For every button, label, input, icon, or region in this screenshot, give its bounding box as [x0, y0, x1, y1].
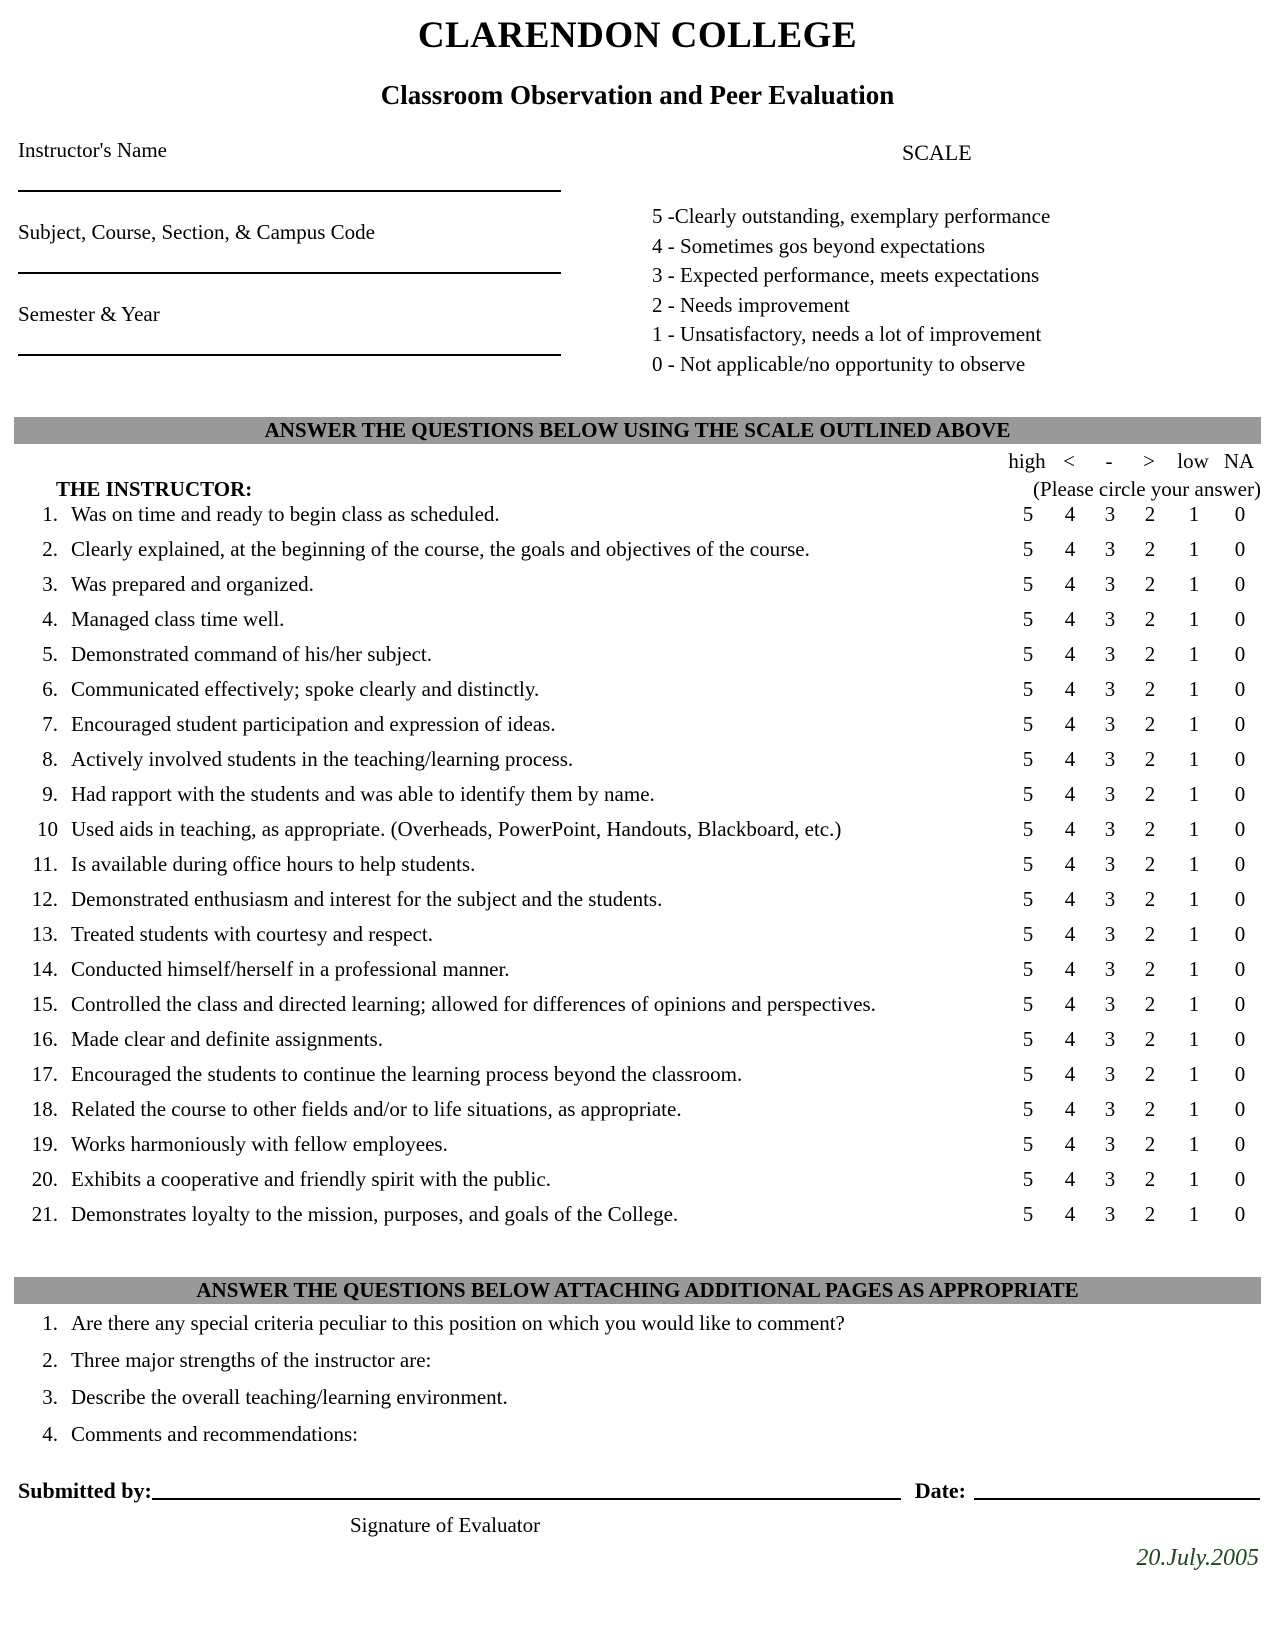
question-row	[14, 572, 1262, 607]
rating-option-3[interactable]: 3	[1104, 1202, 1116, 1226]
question-number: 17.	[31, 1062, 58, 1086]
question-number: 12.	[31, 887, 58, 911]
rating-option-1[interactable]: 1	[1188, 957, 1200, 981]
rating-option-1[interactable]: 1	[1188, 1062, 1200, 1086]
rating-header-high: high	[1008, 449, 1046, 473]
rating-option-5[interactable]: 5	[1022, 712, 1034, 736]
question-text: Used aids in teaching, as appropriate. (Overheads, PowerPoint, Handouts, Blackboard, etc.)	[71, 817, 842, 841]
rating-options	[1006, 1062, 1262, 1087]
question-row	[14, 957, 1262, 992]
rating-header-low: low	[1177, 449, 1209, 473]
rating-option-1[interactable]: 1	[1188, 992, 1200, 1016]
rating-option-2[interactable]: 2	[1144, 957, 1156, 981]
question-number: 10	[37, 817, 58, 841]
rating-option-4[interactable]: 4	[1064, 992, 1076, 1016]
rating-option-0[interactable]: 0	[1234, 992, 1246, 1016]
question-text: Encouraged the students to continue the learning process beyond the classroom.	[71, 1062, 743, 1086]
rating-option-1[interactable]: 1	[1188, 642, 1200, 666]
question-number: 9.	[42, 782, 58, 806]
rating-option-4[interactable]: 4	[1064, 887, 1076, 911]
rating-option-2[interactable]: 2	[1144, 1202, 1156, 1226]
rating-option-3[interactable]: 3	[1104, 1062, 1116, 1086]
rating-option-0[interactable]: 0	[1234, 922, 1246, 946]
rating-option-3[interactable]: 3	[1104, 852, 1116, 876]
rating-options	[1006, 1027, 1262, 1052]
rating-option-3[interactable]: 3	[1104, 747, 1116, 771]
question-row	[14, 677, 1262, 712]
question-row	[14, 817, 1262, 852]
rating-option-5[interactable]: 5	[1022, 1027, 1034, 1051]
question-row	[14, 1202, 1262, 1237]
scale-legend	[652, 140, 1082, 379]
question-text: Made clear and definite assignments.	[71, 1027, 383, 1051]
question-text: Had rapport with the students and was able to identify them by name.	[71, 782, 655, 806]
question-text: Demonstrated enthusiasm and interest for the subject and the students.	[71, 887, 663, 911]
question-row	[14, 1132, 1262, 1167]
rating-option-0[interactable]: 0	[1234, 817, 1246, 841]
info-fields-block	[18, 138, 561, 384]
rating-option-1[interactable]: 1	[1188, 537, 1200, 561]
rating-option-0[interactable]: 0	[1234, 712, 1246, 736]
scale-item: 1 - Unsatisfactory, needs a lot of improvement	[652, 322, 1042, 346]
rating-options	[1006, 957, 1262, 982]
rating-option-1[interactable]: 1	[1188, 852, 1200, 876]
open-question-number: 4.	[42, 1422, 58, 1446]
scale-title: SCALE	[902, 140, 972, 165]
revision-date: 20.July.2005	[1136, 1545, 1259, 1571]
scale-items	[652, 202, 1082, 379]
rating-option-5[interactable]: 5	[1022, 852, 1034, 876]
question-text: Demonstrated command of his/her subject.	[71, 642, 432, 666]
rating-option-1[interactable]: 1	[1188, 1027, 1200, 1051]
question-text: Was on time and ready to begin class as scheduled.	[71, 502, 500, 526]
rating-option-0[interactable]: 0	[1234, 1062, 1246, 1086]
rating-option-4[interactable]: 4	[1064, 782, 1076, 806]
rating-option-5[interactable]: 5	[1022, 502, 1034, 526]
open-question-text: Comments and recommendations:	[71, 1422, 358, 1446]
question-number: 1.	[42, 502, 58, 526]
question-number: 15.	[31, 992, 58, 1016]
rating-option-2[interactable]: 2	[1144, 1062, 1156, 1086]
rating-option-5[interactable]: 5	[1022, 747, 1034, 771]
rating-option-4[interactable]: 4	[1064, 1062, 1076, 1086]
rating-option-0[interactable]: 0	[1234, 747, 1246, 771]
rating-option-0[interactable]: 0	[1234, 537, 1246, 561]
rating-option-4[interactable]: 4	[1064, 607, 1076, 631]
rating-option-1[interactable]: 1	[1188, 887, 1200, 911]
rating-options	[1006, 922, 1262, 947]
question-row	[14, 537, 1262, 572]
scale-item: 3 - Expected performance, meets expectations	[652, 263, 1040, 287]
rating-options	[1006, 642, 1262, 667]
rating-option-4[interactable]: 4	[1064, 817, 1076, 841]
rating-header-left-arrow: <	[1063, 449, 1075, 473]
rating-option-5[interactable]: 5	[1022, 537, 1034, 561]
rating-option-3[interactable]: 3	[1104, 607, 1116, 631]
rating-option-0[interactable]: 0	[1234, 677, 1246, 701]
rating-option-3[interactable]: 3	[1104, 642, 1116, 666]
info-field-label: Semester & Year	[18, 302, 160, 326]
question-number: 13.	[31, 922, 58, 946]
instructor-group-label: THE INSTRUCTOR:	[56, 477, 253, 501]
section2-banner: ANSWER THE QUESTIONS BELOW ATTACHING ADDITIONAL PAGES AS APPROPRIATE	[14, 1277, 1261, 1304]
rating-option-5[interactable]: 5	[1022, 922, 1034, 946]
rating-options	[1006, 677, 1262, 702]
question-row	[14, 1027, 1262, 1062]
rating-options	[1006, 537, 1262, 562]
question-number: 11.	[32, 852, 58, 876]
question-text: Related the course to other fields and/or to life situations, as appropriate.	[71, 1097, 682, 1121]
rating-option-5[interactable]: 5	[1022, 642, 1034, 666]
rating-option-2[interactable]: 2	[1144, 642, 1156, 666]
rating-option-0[interactable]: 0	[1234, 1202, 1246, 1226]
rating-option-3[interactable]: 3	[1104, 1027, 1116, 1051]
rating-option-3[interactable]: 3	[1104, 572, 1116, 596]
fill-in-blank-line[interactable]	[18, 190, 561, 192]
rating-options	[1006, 1132, 1262, 1157]
rating-option-0[interactable]: 0	[1234, 1132, 1246, 1156]
question-row	[14, 1097, 1262, 1132]
question-number: 3.	[42, 572, 58, 596]
rating-option-1[interactable]: 1	[1188, 677, 1200, 701]
rating-option-2[interactable]: 2	[1144, 712, 1156, 736]
rating-options	[1006, 817, 1262, 842]
rating-options	[1006, 887, 1262, 912]
rating-option-5[interactable]: 5	[1022, 1167, 1034, 1191]
question-text: Clearly explained, at the beginning of the course, the goals and objectives of the course.	[71, 537, 810, 561]
question-row	[14, 782, 1262, 817]
question-text: Demonstrates loyalty to the mission, purposes, and goals of the College.	[71, 1202, 679, 1226]
rating-option-2[interactable]: 2	[1144, 852, 1156, 876]
question-row	[14, 502, 1262, 537]
open-question-row	[14, 1422, 1262, 1459]
question-row	[14, 607, 1262, 642]
rating-option-4[interactable]: 4	[1064, 1027, 1076, 1051]
rating-option-3[interactable]: 3	[1104, 1132, 1116, 1156]
rating-option-1[interactable]: 1	[1188, 922, 1200, 946]
rating-option-0[interactable]: 0	[1234, 1167, 1246, 1191]
rating-option-3[interactable]: 3	[1104, 1097, 1116, 1121]
rating-option-4[interactable]: 4	[1064, 747, 1076, 771]
open-question-number: 3.	[42, 1385, 58, 1409]
rating-options	[1006, 712, 1262, 737]
question-number: 7.	[42, 712, 58, 736]
rating-option-2[interactable]: 2	[1144, 992, 1156, 1016]
rating-option-2[interactable]: 2	[1144, 502, 1156, 526]
open-question-text: Are there any special criteria peculiar to this position on which you would like to comment?	[71, 1311, 845, 1335]
question-text: Controlled the class and directed learning; allowed for differences of opinions and perspectives.	[71, 992, 876, 1016]
rating-option-1[interactable]: 1	[1188, 1097, 1200, 1121]
rating-option-5[interactable]: 5	[1022, 607, 1034, 631]
rating-option-0[interactable]: 0	[1234, 572, 1246, 596]
question-number: 18.	[31, 1097, 58, 1121]
rating-option-2[interactable]: 2	[1144, 1097, 1156, 1121]
rating-option-0[interactable]: 0	[1234, 852, 1246, 876]
open-question-number: 1.	[42, 1311, 58, 1335]
rating-option-3[interactable]: 3	[1104, 992, 1116, 1016]
rating-option-4[interactable]: 4	[1064, 677, 1076, 701]
rating-option-3[interactable]: 3	[1104, 502, 1116, 526]
rating-option-2[interactable]: 2	[1144, 747, 1156, 771]
question-number: 20.	[31, 1167, 58, 1191]
question-row	[14, 747, 1262, 782]
question-number: 14.	[31, 957, 58, 981]
question-number: 6.	[42, 677, 58, 701]
rating-option-2[interactable]: 2	[1144, 677, 1156, 701]
rating-option-5[interactable]: 5	[1022, 572, 1034, 596]
question-text: Treated students with courtesy and respect.	[71, 922, 433, 946]
fill-in-blank-line[interactable]	[18, 354, 561, 356]
rating-option-3[interactable]: 3	[1104, 957, 1116, 981]
rating-option-3[interactable]: 3	[1104, 1167, 1116, 1191]
open-question-text: Three major strengths of the instructor are:	[71, 1348, 432, 1372]
rating-options	[1006, 852, 1262, 877]
rating-options	[1006, 1202, 1262, 1227]
question-row	[14, 642, 1262, 677]
rating-option-5[interactable]: 5	[1022, 1202, 1034, 1226]
open-question-row	[14, 1311, 1262, 1348]
question-number: 8.	[42, 747, 58, 771]
rating-option-3[interactable]: 3	[1104, 887, 1116, 911]
rating-option-1[interactable]: 1	[1188, 1202, 1200, 1226]
rating-option-4[interactable]: 4	[1064, 957, 1076, 981]
rating-option-2[interactable]: 2	[1144, 922, 1156, 946]
question-text: Works harmoniously with fellow employees.	[71, 1132, 448, 1156]
question-text: Encouraged student participation and expression of ideas.	[71, 712, 556, 736]
rating-option-4[interactable]: 4	[1064, 642, 1076, 666]
rating-options	[1006, 782, 1262, 807]
rating-option-5[interactable]: 5	[1022, 782, 1034, 806]
rating-option-3[interactable]: 3	[1104, 817, 1116, 841]
rating-option-0[interactable]: 0	[1234, 1097, 1246, 1121]
rating-options	[1006, 747, 1262, 772]
rating-option-4[interactable]: 4	[1064, 537, 1076, 561]
question-text: Managed class time well.	[71, 607, 285, 631]
scale-item: 5 -Clearly outstanding, exemplary performance	[652, 204, 1051, 228]
rating-option-1[interactable]: 1	[1188, 712, 1200, 736]
question-number: 16.	[31, 1027, 58, 1051]
question-row	[14, 1167, 1262, 1202]
question-row	[14, 992, 1262, 1027]
signature-row	[18, 1477, 1260, 1504]
rating-header-na: NA	[1223, 449, 1255, 473]
info-field	[18, 220, 561, 274]
rating-option-1[interactable]: 1	[1188, 607, 1200, 631]
section1-banner: ANSWER THE QUESTIONS BELOW USING THE SCALE OUTLINED ABOVE	[14, 417, 1261, 444]
question-text: Was prepared and organized.	[71, 572, 314, 596]
circle-answer-note: (Please circle your answer)	[1033, 477, 1261, 501]
rating-option-2[interactable]: 2	[1144, 572, 1156, 596]
rating-options	[1006, 1167, 1262, 1192]
rating-option-5[interactable]: 5	[1022, 957, 1034, 981]
rating-option-5[interactable]: 5	[1022, 992, 1034, 1016]
rating-option-5[interactable]: 5	[1022, 887, 1034, 911]
scale-item: 0 - Not applicable/no opportunity to observe	[652, 351, 1026, 376]
rating-option-2[interactable]: 2	[1144, 1027, 1156, 1051]
rating-options	[1006, 992, 1262, 1017]
rating-option-3[interactable]: 3	[1104, 922, 1116, 946]
rating-option-5[interactable]: 5	[1022, 1097, 1034, 1121]
rating-option-4[interactable]: 4	[1064, 572, 1076, 596]
rating-option-3[interactable]: 3	[1104, 782, 1116, 806]
rating-option-3[interactable]: 3	[1104, 712, 1116, 736]
info-field	[18, 138, 561, 192]
question-number: 5.	[42, 642, 58, 666]
rating-option-5[interactable]: 5	[1022, 1132, 1034, 1156]
rating-option-0[interactable]: 0	[1234, 607, 1246, 631]
rating-option-2[interactable]: 2	[1144, 537, 1156, 561]
submitted-by-label: Submitted by:	[18, 1478, 152, 1503]
question-text: Communicated effectively; spoke clearly and distinctly.	[71, 677, 540, 701]
rating-header-right-arrow: >	[1143, 449, 1155, 473]
rating-option-2[interactable]: 2	[1144, 887, 1156, 911]
rating-option-1[interactable]: 1	[1188, 817, 1200, 841]
info-field	[18, 302, 561, 356]
question-row	[14, 922, 1262, 957]
rating-column-header	[1005, 449, 1261, 474]
question-number: 2.	[42, 537, 58, 561]
open-question-text: Describe the overall teaching/learning environment.	[71, 1385, 508, 1409]
fill-in-blank-line[interactable]	[18, 272, 561, 274]
rating-option-4[interactable]: 4	[1064, 922, 1076, 946]
question-row	[14, 712, 1262, 747]
rating-header-dash: -	[1105, 449, 1113, 473]
rating-option-4[interactable]: 4	[1064, 1132, 1076, 1156]
rating-option-0[interactable]: 0	[1234, 782, 1246, 806]
form-title: Classroom Observation and Peer Evaluation	[380, 80, 895, 110]
open-question-number: 2.	[42, 1348, 58, 1372]
rating-option-1[interactable]: 1	[1188, 1132, 1200, 1156]
rating-option-4[interactable]: 4	[1064, 1202, 1076, 1226]
open-questions-list	[14, 1311, 1262, 1459]
rating-option-5[interactable]: 5	[1022, 1062, 1034, 1086]
instructor-questions-list	[14, 502, 1262, 1237]
rating-option-2[interactable]: 2	[1144, 782, 1156, 806]
rating-option-2[interactable]: 2	[1144, 1132, 1156, 1156]
signature-caption: Signature of Evaluator	[350, 1513, 541, 1537]
rating-option-1[interactable]: 1	[1188, 782, 1200, 806]
rating-option-2[interactable]: 2	[1144, 817, 1156, 841]
rating-option-3[interactable]: 3	[1104, 537, 1116, 561]
question-row	[14, 1062, 1262, 1097]
rating-option-5[interactable]: 5	[1022, 817, 1034, 841]
rating-option-4[interactable]: 4	[1064, 1097, 1076, 1121]
rating-option-3[interactable]: 3	[1104, 677, 1116, 701]
rating-option-4[interactable]: 4	[1064, 1167, 1076, 1191]
date-blank-line[interactable]	[974, 1498, 1260, 1500]
rating-option-4[interactable]: 4	[1064, 852, 1076, 876]
question-text: Conducted himself/herself in a professional manner.	[71, 957, 510, 981]
signature-blank-line[interactable]	[152, 1498, 901, 1500]
college-name: CLARENDON COLLEGE	[417, 15, 858, 56]
rating-option-0[interactable]: 0	[1234, 1027, 1246, 1051]
rating-option-0[interactable]: 0	[1234, 642, 1246, 666]
scale-item: 4 - Sometimes gos beyond expectations	[652, 233, 986, 258]
date-label: Date:	[914, 1478, 966, 1503]
rating-options	[1006, 607, 1262, 632]
open-question-row	[14, 1348, 1262, 1385]
rating-options	[1006, 502, 1262, 527]
question-number: 19.	[31, 1132, 58, 1156]
question-text: Is available during office hours to help students.	[71, 852, 476, 876]
rating-option-0[interactable]: 0	[1234, 957, 1246, 981]
question-row	[14, 887, 1262, 922]
question-number: 21.	[31, 1202, 58, 1226]
rating-option-1[interactable]: 1	[1188, 747, 1200, 771]
rating-option-2[interactable]: 2	[1144, 1167, 1156, 1191]
rating-option-4[interactable]: 4	[1064, 502, 1076, 526]
rating-option-0[interactable]: 0	[1234, 887, 1246, 911]
question-text: Actively involved students in the teaching/learning process.	[71, 747, 574, 771]
scale-item: 2 - Needs improvement	[652, 292, 850, 317]
question-number: 4.	[42, 607, 58, 631]
question-text: Exhibits a cooperative and friendly spirit with the public.	[71, 1167, 551, 1191]
rating-option-1[interactable]: 1	[1188, 502, 1200, 526]
rating-option-5[interactable]: 5	[1022, 677, 1034, 701]
rating-options	[1006, 572, 1262, 597]
open-question-row	[14, 1385, 1262, 1422]
info-field-label: Subject, Course, Section, & Campus Code	[18, 220, 375, 244]
rating-option-2[interactable]: 2	[1144, 607, 1156, 631]
question-row	[14, 852, 1262, 887]
rating-option-1[interactable]: 1	[1188, 1167, 1200, 1191]
rating-option-1[interactable]: 1	[1188, 572, 1200, 596]
rating-option-4[interactable]: 4	[1064, 712, 1076, 736]
info-field-label: Instructor's Name	[18, 138, 167, 162]
rating-option-0[interactable]: 0	[1234, 502, 1246, 526]
rating-options	[1006, 1097, 1262, 1122]
